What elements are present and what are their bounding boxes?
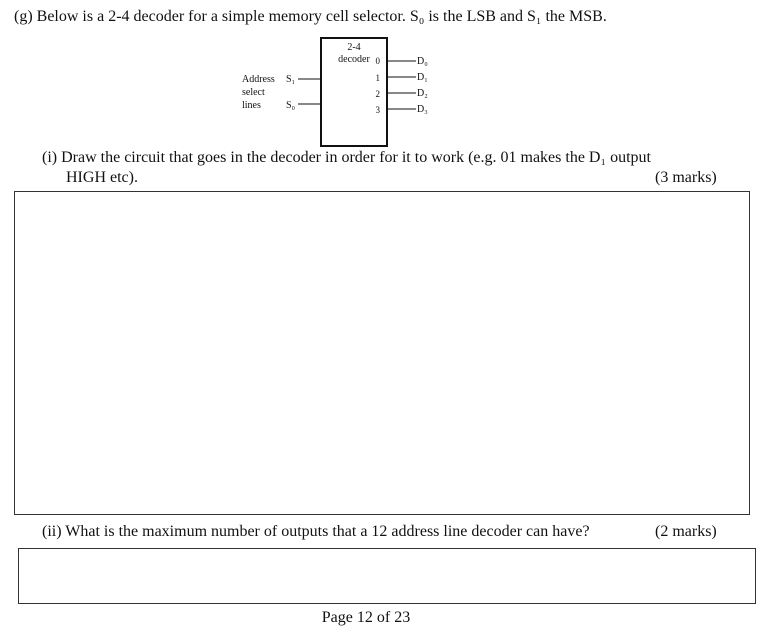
output-d2-label: D₂ — [417, 88, 428, 99]
address-label-2: select — [242, 87, 265, 98]
decoder-title-1: 2-4 — [347, 42, 361, 53]
output-d1-label: D₁ — [417, 72, 428, 83]
output-d0-label: D₀ — [417, 56, 428, 67]
decoder-title-2: decoder — [338, 54, 370, 65]
part-i-question-line-2: HIGH etc). — [66, 169, 138, 186]
part-ii-marks: (2 marks) — [655, 523, 717, 540]
part-ii-question: (ii) What is the maximum number of outputs that a 12 address line decoder can have? — [42, 523, 590, 540]
input-s0-label: S₀ — [286, 100, 296, 111]
output-index-2: 2 — [375, 89, 380, 99]
input-s1-label: S₁ — [286, 74, 296, 85]
question-g-intro: (g) Below is a 2-4 decoder for a simple memory cell selector. S₀ is the LSB and S₁ the MSB. — [14, 8, 607, 25]
page-number: Page 12 of 23 — [321, 609, 411, 626]
address-label-3: lines — [242, 100, 261, 111]
part-ii-answer-box[interactable] — [18, 548, 756, 604]
output-index-3: 3 — [375, 105, 380, 115]
decoder-diagram — [236, 34, 446, 152]
output-index-1: 1 — [375, 73, 380, 83]
part-i-answer-box[interactable] — [14, 191, 750, 515]
address-label-1: Address — [242, 74, 275, 85]
part-i-marks: (3 marks) — [655, 169, 717, 186]
output-index-0: 0 — [375, 56, 380, 66]
part-i-question-line-1: (i) Draw the circuit that goes in the decoder in order for it to work (e.g. 01 makes the D₁ output — [42, 149, 651, 166]
output-d3-label: D₃ — [417, 104, 428, 115]
